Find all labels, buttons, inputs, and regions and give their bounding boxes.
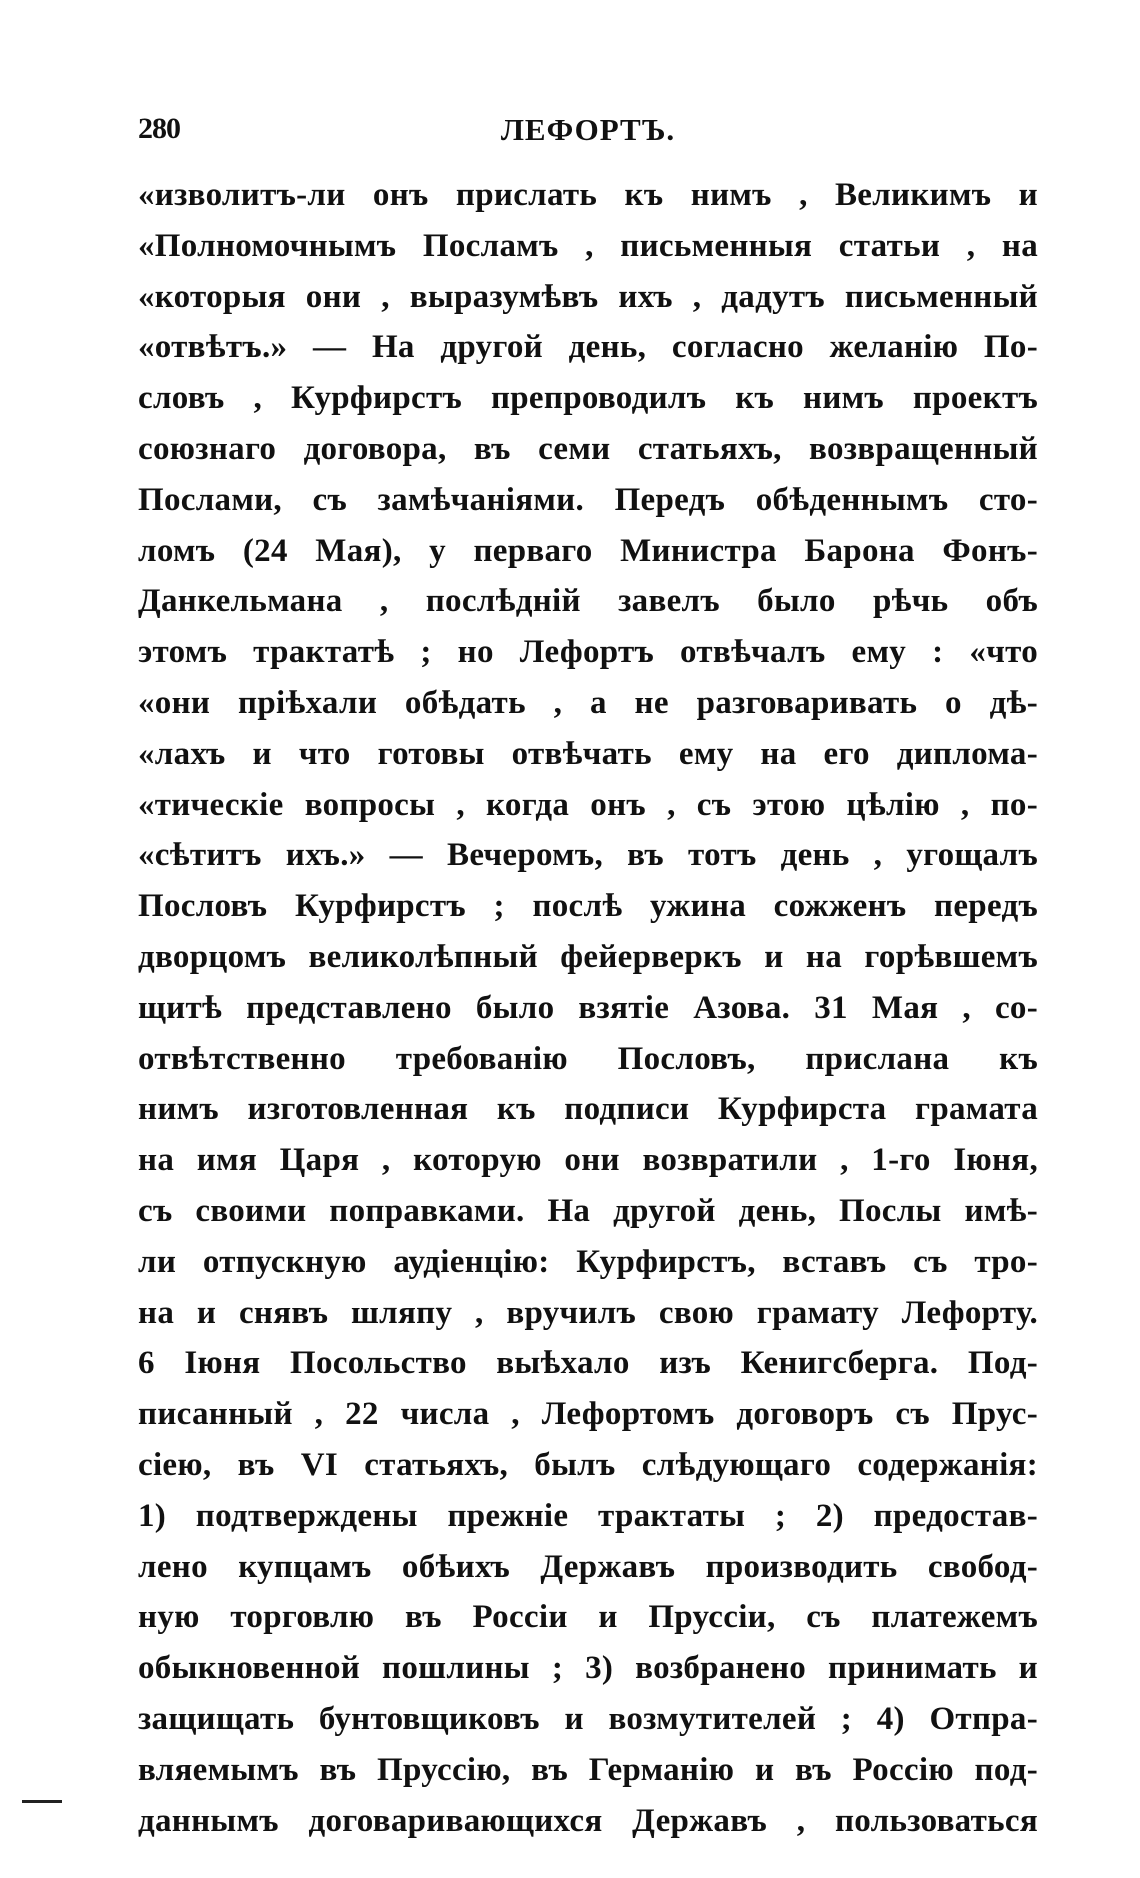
text-line: вляемымъ въ Пруссію, въ Германію и въ Россію под- <box>138 1751 1038 1788</box>
text-line: даннымъ договаривающихся Державъ , пользоваться <box>138 1802 1038 1839</box>
text-line: отвѣтственно требованію Пословъ, прислана къ <box>138 1040 1038 1077</box>
text-line: ломъ (24 Мая), у перваго Министра Барона Фонъ- <box>138 532 1038 569</box>
text-line: союзнаго договора, въ семи статьяхъ, возвращенный <box>138 430 1038 467</box>
text-line: «сѣтитъ ихъ.» — Вечеромъ, въ тотъ день , угощалъ <box>138 837 1038 874</box>
page-number: 280 <box>138 112 180 145</box>
text-line: «отвѣтъ.» — На другой день, согласно желанію По- <box>138 329 1038 366</box>
text-line: ли отпускную аудіенцію: Курфирстъ, вставъ съ тро- <box>138 1243 1038 1280</box>
text-line: лено купцамъ обѣихъ Державъ производить свобод- <box>138 1548 1038 1585</box>
text-line: «тическіе вопросы , когда онъ , съ этою цѣлію , по- <box>138 786 1038 823</box>
text-line: на имя Царя , которую они возвратили , 1-го Іюня, <box>138 1142 1038 1179</box>
text-line: Пословъ Курфирстъ ; послѣ ужина сожженъ передъ <box>138 888 1038 925</box>
text-line: этомъ трактатѣ ; но Лефортъ отвѣчалъ ему : «что <box>138 634 1038 671</box>
text-line: съ своими поправками. На другой день, Послы имѣ- <box>138 1192 1038 1229</box>
text-line: Данкельмана , послѣдній завелъ было рѣчь объ <box>138 583 1038 620</box>
running-title: ЛЕФОРТЪ. <box>500 112 676 147</box>
text-line: 1) подтверждены прежніе трактаты ; 2) предостав- <box>138 1497 1038 1534</box>
text-line: «Полномочнымъ Посламъ , письменныя статьи , на <box>138 227 1038 264</box>
margin-mark <box>22 1800 62 1803</box>
text-line: «которыя они , выразумѣвъ ихъ , дадутъ письменный <box>138 278 1038 315</box>
text-line: щитѣ представлено было взятіе Азова. 31 Мая , со- <box>138 989 1038 1026</box>
text-line: «они пріѣхали обѣдать , а не разговаривать о дѣ- <box>138 684 1038 721</box>
text-line: защищать бунтовщиковъ и возмутителей ; 4) Отпра- <box>138 1700 1038 1737</box>
text-line: «изволитъ-ли онъ прислать къ нимъ , Великимъ и <box>138 177 1038 213</box>
text-line: «лахъ и что готовы отвѣчать ему на его диплома- <box>138 735 1038 772</box>
text-line: писанный , 22 числа , Лефортомъ договоръ съ Прус- <box>138 1396 1038 1433</box>
text-line: сіею, въ VI статьяхъ, былъ слѣдующаго содержанія: <box>138 1446 1038 1483</box>
text-line: на и снявъ шляпу , вручилъ свою грамату Лефорту. <box>138 1294 1038 1331</box>
page-header <box>138 112 1038 162</box>
text-line: обыкновенной пошлины ; 3) возбранено принимать и <box>138 1650 1038 1687</box>
text-line: ную торговлю въ Россіи и Пруссіи, съ платежемъ <box>138 1599 1038 1636</box>
text-line: 6 Іюня Посольство выѣхало изъ Кенигсберга. Под- <box>138 1345 1038 1382</box>
text-line: дворцомъ великолѣпный фейерверкъ и на горѣвшемъ <box>138 938 1038 975</box>
body-text <box>138 170 1038 1846</box>
text-line: словъ , Курфирстъ препроводилъ къ нимъ проектъ <box>138 380 1038 417</box>
text-line: Послами, съ замѣчаніями. Передъ обѣденнымъ сто- <box>138 481 1038 518</box>
text-line: нимъ изготовленная къ подписи Курфирста грамата <box>138 1091 1038 1128</box>
